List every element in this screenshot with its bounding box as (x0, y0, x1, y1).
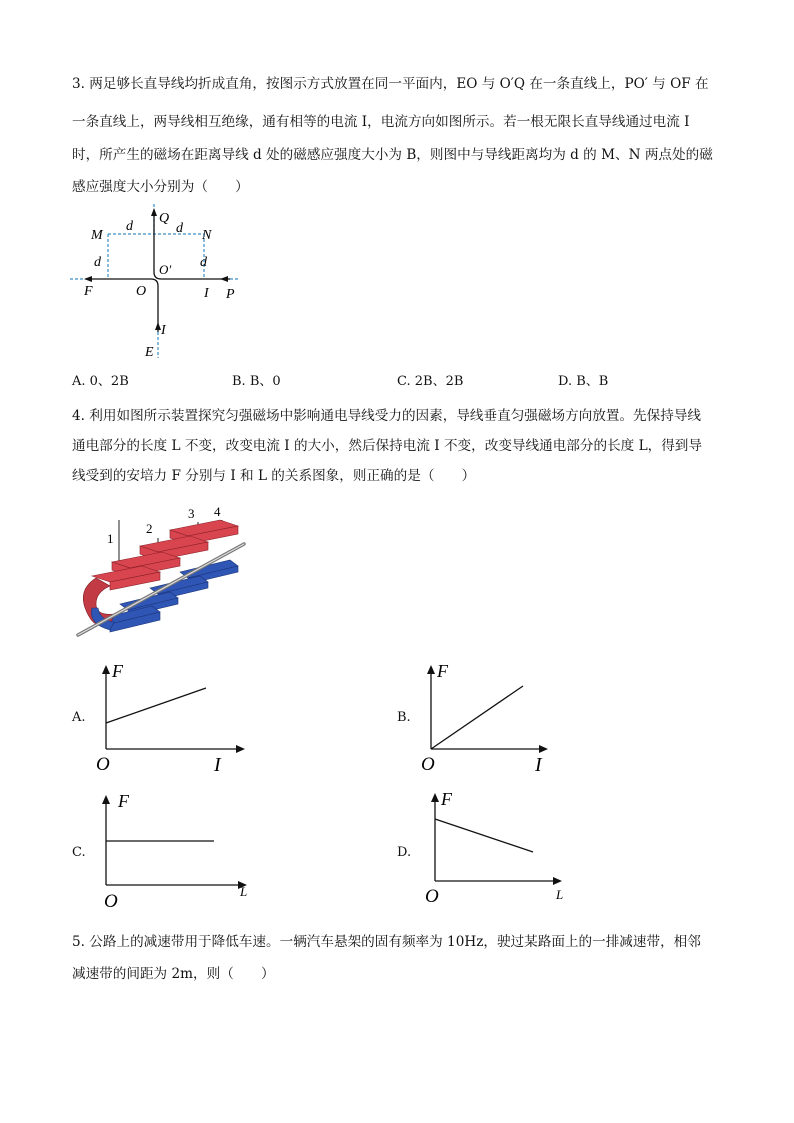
graph-a-xlabel: I (214, 754, 221, 775)
q3-option-d: D. B、B (558, 374, 609, 389)
q5-line-2: 减速带的间距为 2m，则（ ） (72, 966, 275, 982)
graph-a-line (106, 688, 206, 723)
q4-apparatus (70, 500, 260, 645)
q3-line-2: 一条直线上，两导线相互绝缘，通有相等的电流 I，电流方向如图所示。若一根无限长直导线通过电流 I (72, 114, 690, 130)
label-I-bottom: I (161, 323, 166, 338)
q4-option-d-label: D. (397, 845, 412, 860)
q4-graph-a (90, 655, 250, 775)
arrow-left-F (84, 276, 92, 282)
q5-line-1: 5. 公路上的减速带用于降低车速。一辆汽车悬架的固有频率为 10Hz，驶过某路面上的一排减速带，相邻 (72, 934, 701, 950)
graph-a-origin: O (96, 754, 110, 775)
q3-option-a: A. 0、2B (72, 374, 129, 389)
graph-d-line (435, 819, 533, 852)
label-O: O (136, 284, 147, 299)
arrow-up-Q (151, 208, 157, 216)
label-d-left: d (94, 255, 101, 270)
q4-option-b-label: B. (397, 710, 411, 725)
q4-option-c-label: C. (72, 845, 86, 860)
graph-c-xlabel: L (240, 884, 248, 899)
apparatus-label-1: 1 (107, 531, 114, 546)
graph-d-ylabel: F (441, 789, 452, 809)
q3-option-c: C. 2B、2B (397, 374, 464, 389)
q3-line-1: 3. 两足够长直导线均折成直角，按图示方式放置在同一平面内，EO 与 O′Q 在一条直线上，PO′ 与 OF 在 (72, 76, 709, 92)
q3-option-b: B. B、0 (232, 374, 281, 389)
graph-c-ylabel: F (118, 791, 129, 811)
q4-graph-c (90, 785, 260, 915)
q3-line-3: 时，所产生的磁场在距离导线 d 处的磁感应强度大小为 B，则图中与导线距离均为 d 的 M、N 两点处的磁 (72, 147, 713, 163)
graph-b-xlabel: I (535, 754, 542, 775)
q4-option-a-label: A. (72, 710, 86, 725)
q4-line-2: 通电部分的长度 L 不变，改变电流 I 的大小，然后保持电流 I 不变，改变导线通电部分的长度 L，得到导 (72, 438, 702, 454)
label-O-prime: O′ (159, 262, 172, 277)
label-d-top-right: d (176, 221, 183, 236)
graph-d-xlabel: L (556, 887, 564, 902)
label-I-right: I (204, 286, 209, 301)
q4-graph-b (415, 655, 575, 775)
graph-b-ylabel: F (437, 661, 448, 681)
label-F: F (84, 284, 93, 299)
graph-c-origin: O (104, 891, 118, 912)
label-Q: Q (159, 211, 170, 226)
graph-b-line (431, 686, 523, 749)
graph-a-ylabel: F (112, 661, 123, 681)
q3-line-4: 感应强度大小分别为（ ） (72, 179, 249, 195)
q3-wire-figure (70, 200, 250, 365)
magnet-red-poles (92, 520, 238, 590)
q4-line-3: 线受到的安培力 F 分别与 I 和 L 的关系图象，则正确的是（ ） (72, 468, 476, 484)
label-N: N (202, 228, 212, 243)
graph-b-origin: O (421, 754, 435, 775)
graph-d-origin: O (425, 886, 439, 907)
apparatus-label-3: 3 (188, 506, 195, 521)
label-E: E (145, 345, 154, 360)
label-P: P (226, 287, 235, 302)
arrow-left-P (220, 276, 228, 282)
q4-graph-d (415, 785, 585, 915)
label-d-right: d (200, 255, 207, 270)
q4-line-1: 4. 利用如图所示装置探究匀强磁场中影响通电导线受力的因素，导线垂直匀强磁场方向放置。先保持导线 (72, 408, 702, 424)
label-d-top-left: d (126, 219, 133, 234)
wire-EOF (88, 279, 158, 332)
apparatus-label-2: 2 (146, 521, 153, 536)
label-M: M (91, 228, 103, 243)
apparatus-label-4: 4 (214, 504, 221, 519)
